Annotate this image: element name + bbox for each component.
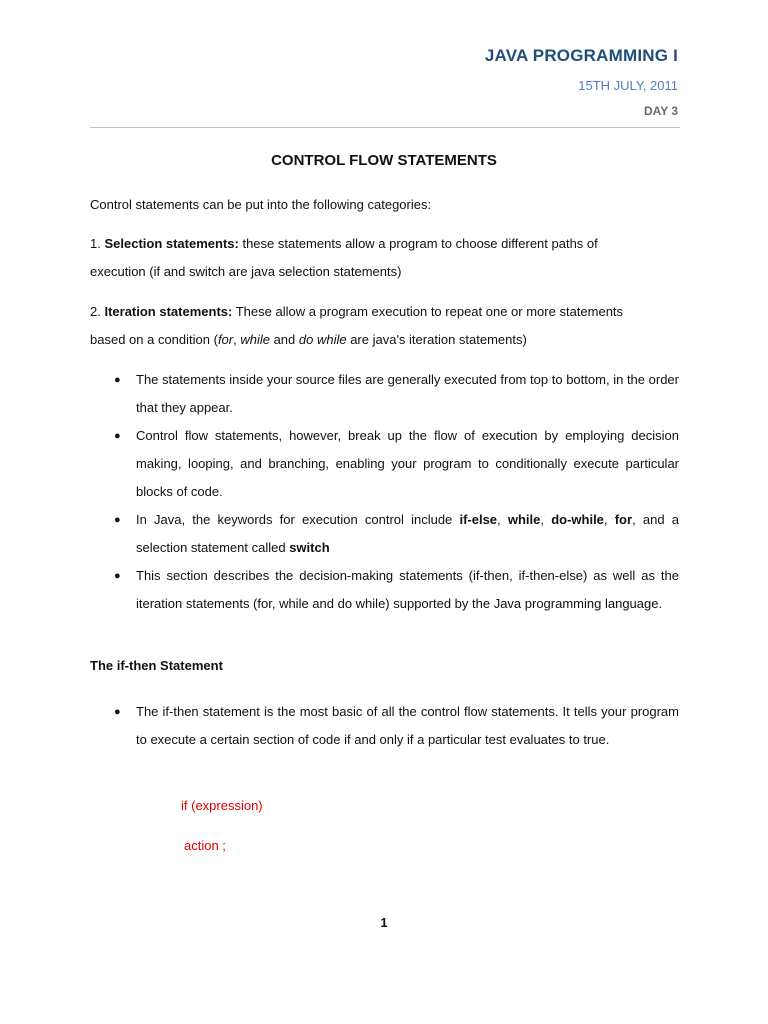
category-text: these statements allow a program to choose different paths of	[238, 236, 598, 251]
separator: ,	[497, 512, 508, 527]
category-label: Selection statements:	[104, 236, 239, 251]
keyword-do-while: do while	[298, 331, 347, 347]
keyword-switch: switch	[289, 540, 330, 555]
header-title: JAVA PROGRAMMING I	[484, 46, 678, 65]
category-number: 1.	[90, 236, 101, 251]
bullet-icon: ●	[114, 570, 121, 582]
bullet-list	[0, 698, 768, 754]
bullet-icon: ●	[114, 514, 121, 526]
list-item-text: , and a selection statement called	[136, 512, 679, 555]
list-item-text: In Java, the keywords for execution control include	[136, 512, 460, 527]
separator: ,	[603, 512, 615, 527]
header-date: 15TH JULY, 2011	[578, 78, 678, 93]
code-line: if (expression)	[181, 798, 263, 813]
list-item	[0, 366, 679, 422]
intro-paragraph: Control statements can be put into the following categories:	[90, 197, 432, 212]
category-text: execution (if and switch are java selection statements)	[90, 263, 402, 279]
separator: and	[269, 331, 299, 347]
list-item	[0, 422, 679, 506]
section-heading: The if-then Statement	[90, 658, 223, 673]
list-item-text: Control flow statements, however, break up the flow of execution by employing decision making, looping, and branching, enabling your program to conditionally execute particular blocks of code.	[136, 428, 679, 499]
page-title: CONTROL FLOW STATEMENTS	[271, 152, 497, 169]
list-item-text: The statements inside your source files are generally executed from top to bottom, in the order that they appear.	[136, 372, 679, 415]
list-item-text: This section describes the decision-making statements (if-then, if-then-else) as well as the iteration statements (for, while and do while) supported by the Java programming language.	[136, 568, 679, 611]
list-item-text: The if-then statement is the most basic of all the control flow statements. It tells your program to execute a certain section of code if and only if a particular test evaluates to true.	[136, 704, 679, 747]
keyword-for: for	[217, 331, 234, 347]
code-line: action ;	[184, 838, 226, 853]
selection-statements-paragraph	[90, 230, 680, 285]
iteration-statements-paragraph	[90, 298, 680, 353]
keyword-if-else: if-else	[459, 512, 498, 527]
keyword-while: while	[507, 512, 541, 527]
category-text: are java's iteration statements)	[346, 331, 527, 347]
bullet-icon: ●	[114, 706, 121, 718]
list-item	[0, 506, 679, 562]
category-text: These allow a program execution to repeat one or more statements	[232, 304, 624, 319]
bullet-list	[0, 366, 768, 618]
list-item	[0, 562, 679, 618]
keyword-do-while: do-while	[551, 512, 604, 527]
separator: ,	[233, 331, 241, 347]
page-number: 1	[380, 915, 388, 930]
separator: ,	[540, 512, 552, 527]
keyword-while: while	[240, 331, 270, 347]
list-item	[0, 698, 679, 754]
keyword-for: for	[614, 512, 633, 527]
bullet-icon: ●	[114, 430, 121, 442]
header-divider	[90, 127, 680, 128]
category-label: Iteration statements:	[104, 304, 233, 319]
header-day: DAY 3	[643, 104, 678, 118]
category-number: 2.	[90, 304, 101, 319]
category-text: based on a condition (	[90, 331, 218, 347]
bullet-icon: ●	[114, 374, 121, 386]
